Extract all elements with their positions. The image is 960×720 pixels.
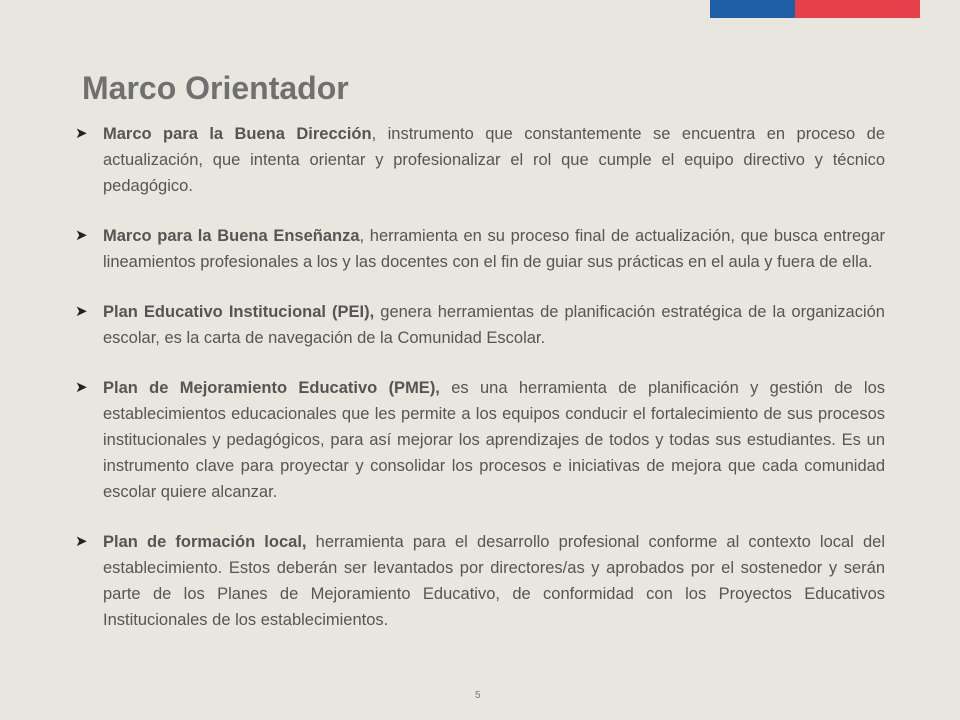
item-text: herramienta para el desarrollo profesional conforme al contexto local del establecimiento. Estos deberán ser levantados por directores/as y aprobados por el sostenedor y serán parte de los Planes de Mejoramiento Educativo, de conformidad con los Proyectos Educativos Institucionales de los establecimientos. bbox=[103, 533, 885, 629]
item-lead: Plan de Mejoramiento Educativo (PME), bbox=[103, 379, 440, 397]
page-number: 5 bbox=[475, 690, 481, 701]
item-lead: Plan Educativo Institucional (PEI), bbox=[103, 303, 375, 321]
item-text: es una herramienta de planificación y gestión de los establecimientos educacionales que les permite a los equipos conducir el fortalecimiento de sus procesos institucionales y pedagógicos, para así mejorar los aprendizajes de todos y todas sus estudiantes. Es un instrumento clave para proyectar y consolidar los procesos e iniciativas de mejora que cada comunidad escolar quiere alcanzar. bbox=[103, 379, 885, 501]
flag-color-bar bbox=[710, 0, 920, 18]
item-text: genera herramientas de planificación estratégica de la organización escolar, es la carta de navegación de la Comunidad Escolar. bbox=[103, 303, 885, 347]
flag-red-segment bbox=[795, 0, 920, 18]
item-lead: Marco para la Buena Enseñanza bbox=[103, 227, 360, 245]
arrowhead-bullet-icon: ➤ bbox=[75, 533, 88, 550]
list-item bbox=[72, 375, 885, 505]
arrowhead-bullet-icon: ➤ bbox=[75, 125, 88, 142]
list-item bbox=[72, 299, 885, 351]
item-text: , instrumento que constantemente se encuentra en proceso de actualización, que intenta orientar y profesionalizar el rol que cumple el equipo directivo y técnico pedagógico. bbox=[103, 125, 886, 195]
arrowhead-bullet-icon: ➤ bbox=[75, 303, 88, 320]
flag-blue-segment bbox=[710, 0, 795, 18]
bullet-list bbox=[72, 121, 885, 633]
slide-title: Marco Orientador bbox=[82, 70, 349, 106]
list-item bbox=[72, 121, 885, 199]
arrowhead-bullet-icon: ➤ bbox=[75, 227, 88, 244]
item-text: , herramienta en su proceso final de actualización, que busca entregar lineamientos profesionales a los y las docentes con el fin de guiar sus prácticas en el aula y fuera de ella. bbox=[103, 227, 885, 271]
item-lead: Marco para la Buena Dirección bbox=[103, 125, 372, 143]
item-lead: Plan de formación local, bbox=[103, 533, 307, 551]
list-item bbox=[72, 223, 885, 275]
list-item bbox=[72, 529, 885, 633]
arrowhead-bullet-icon: ➤ bbox=[75, 379, 88, 396]
